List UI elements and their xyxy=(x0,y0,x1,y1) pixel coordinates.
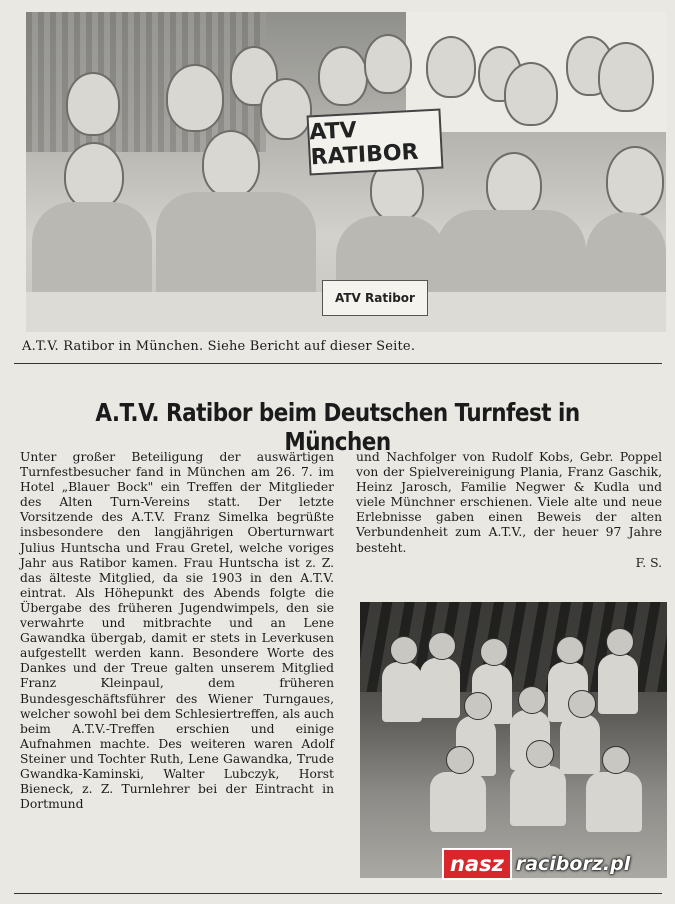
person-head xyxy=(202,130,260,198)
player-head xyxy=(518,686,546,714)
table-placard: ATV Ratibor xyxy=(322,280,428,316)
person-head xyxy=(606,146,664,216)
person-head xyxy=(364,34,412,94)
person-head xyxy=(260,78,312,140)
article-signature: F. S. xyxy=(635,555,662,570)
player-jersey xyxy=(420,658,460,718)
person-head xyxy=(318,46,368,106)
player-jersey xyxy=(430,772,486,832)
article-paragraph: Unter großer Beteiligung der auswärtigen Turnfestbesucher fand in München am 26. 7. im Hotel „Blauer Bock" ein Treffen der Mitglieder des Alten Turn-Vereins statt. Der letzte Vorsitzende des A.T.V. Franz Simelka begrüßte insbesondere den langjährigen Oberturnwart Julius Huntscha und Frau Gretel, welche voriges Jahr aus Ratibor kamen. Frau Huntscha ist z. Z. das älteste Mitglied, da sie 1903 in den A.T.V. eintrat. Als Höhepunkt des Abends folgte die Übergabe des früheren Jugendwimpels, den sie verwahrte und mitbrachte und an Lene Gawandka übergab, damit er stets in Leverkusen aufgestellt werden kann. Besondere Worte des Dankes und der Treue galten unserem Mitglied Franz Kleinpaul, dem früheren Bundesgeschäftsführer des Wiener Turngaues, welcher sowohl bei dem Schlesiertreffen, als auch beim A.T.V.-Treffen erschien und einige Aufnahmen machte. Des weiteren waren Adolf Steiner und Tochter Ruth, Lene Gawandka, Trude Gwandka-Kaminski, Walter Lubczyk, Horst Bieneck, z. Z. Turnlehrer bei der Eintracht in Dortmund xyxy=(20,450,334,812)
article-headline: A.T.V. Ratibor beim Deutschen Turnfest in München xyxy=(95,398,580,456)
player-head xyxy=(464,692,492,720)
site-watermark-logo xyxy=(442,846,664,882)
article-column-right xyxy=(356,450,662,571)
article-column-left xyxy=(20,450,334,812)
player-jersey xyxy=(382,662,422,722)
person-head xyxy=(166,64,224,132)
person-head xyxy=(64,142,124,210)
team-photo-bottom xyxy=(360,602,667,878)
person-head xyxy=(66,72,120,136)
person-body xyxy=(156,192,316,302)
person-head xyxy=(426,36,476,98)
player-head xyxy=(606,628,634,656)
divider-top xyxy=(14,363,662,364)
watermark-part-domain: raciborz.pl xyxy=(515,853,631,875)
person-head xyxy=(504,62,558,126)
player-jersey xyxy=(598,654,638,714)
player-head xyxy=(526,740,554,768)
divider-bottom xyxy=(14,893,662,894)
player-head xyxy=(556,636,584,664)
player-head xyxy=(568,690,596,718)
player-jersey xyxy=(510,766,566,826)
player-jersey xyxy=(560,714,600,774)
article-signature-row xyxy=(356,556,662,571)
group-photo-top xyxy=(26,12,666,332)
article-paragraph: und Nachfolger von Rudolf Kobs, Gebr. Poppel von der Spielvereinigung Plania, Franz Gaschik, Heinz Jarosch, Familie Negwer & Kudla und viele Münchner erschienen. Viele alte und neue Erlebnisse gaben einen Beweis der alten Verbundenheit zum A.T.V., der heuer 97 Jahre besteht. xyxy=(356,450,662,555)
player-head xyxy=(428,632,456,660)
player-head xyxy=(446,746,474,774)
watermark-part-nasz: nasz xyxy=(442,848,512,880)
player-head xyxy=(602,746,630,774)
person-head xyxy=(598,42,654,112)
player-head xyxy=(390,636,418,664)
atv-banner-sign: ATV RATIBOR xyxy=(307,109,444,176)
photo-caption: A.T.V. Ratibor in München. Siehe Bericht auf dieser Seite. xyxy=(22,339,416,354)
player-head xyxy=(480,638,508,666)
player-jersey xyxy=(586,772,642,832)
person-head xyxy=(486,152,542,218)
